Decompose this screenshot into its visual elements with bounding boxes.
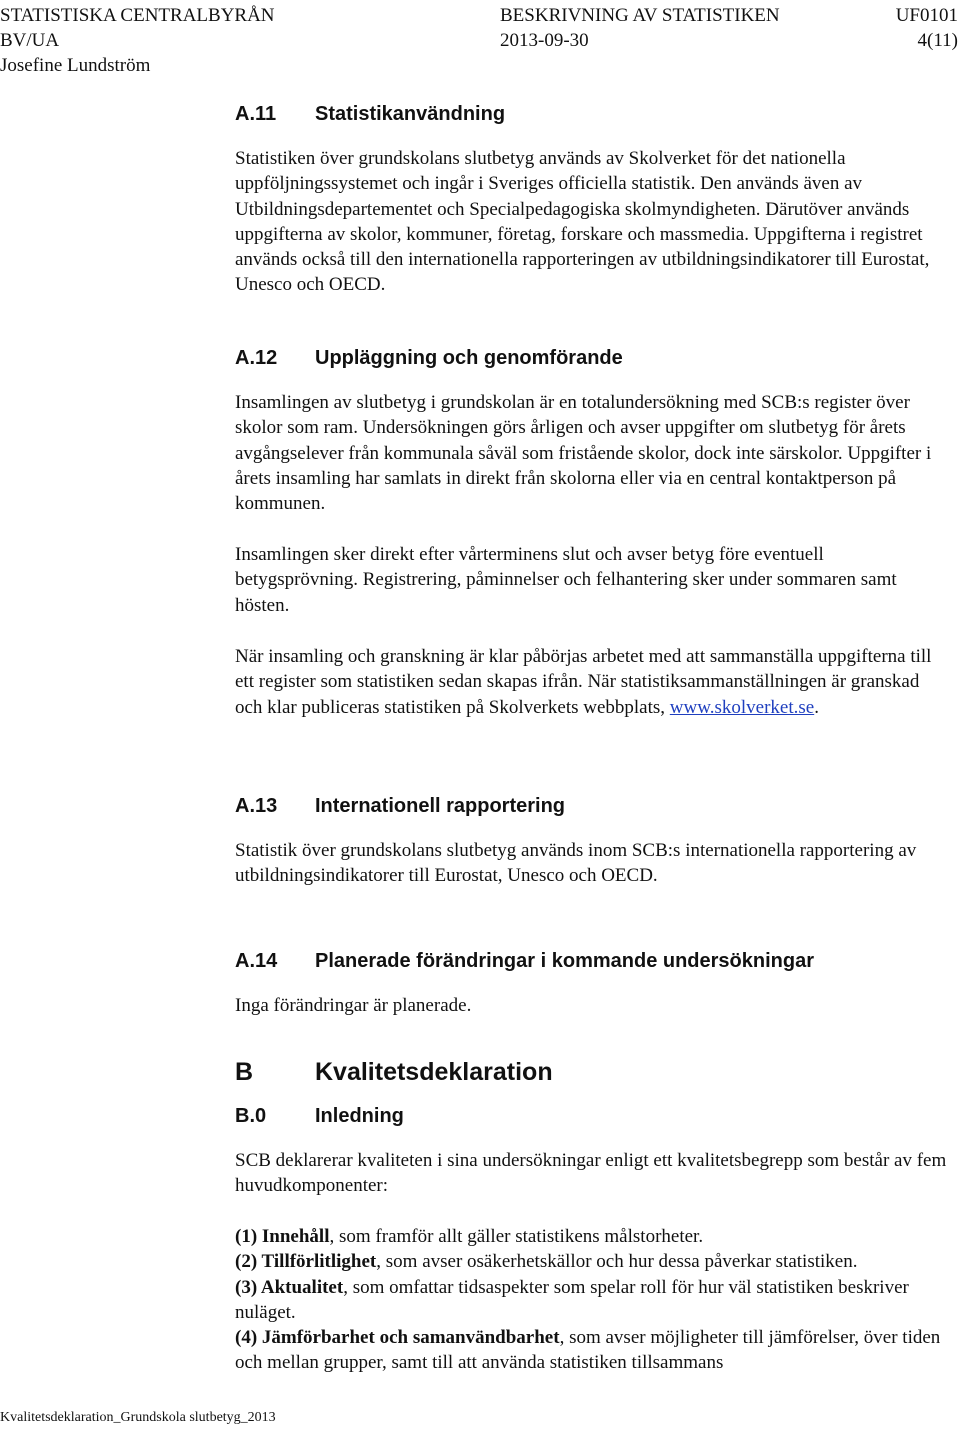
list-item-label: (3) Aktualitet (235, 1276, 344, 1298)
list-item-text: , som omfattar tidsaspekter som spelar roll för hur väl statistiken beskriver nuläget. (235, 1276, 909, 1323)
component-list (235, 1224, 947, 1376)
list-item-label: (4) Jämförbarhet och samanvändbarhet (235, 1327, 560, 1349)
header-code: UF0101 (895, 5, 958, 26)
section-number: B.0 (235, 1105, 267, 1127)
list-item-label: (2) Tillförlitlighet (235, 1251, 377, 1273)
paragraph-a12-1: Insamlingen av slutbetyg i grundskolan är en totalundersökning med SCB:s register över skolor som ram. Undersökningen görs årligen och avser uppgifter om slutbetyg för årets avgångselever från kommunala såväl som fristående skolor, dock inte särskolor. Uppgifter i årets insamling har samlats in direkt från skolorna eller via en central kontaktperson på kommunen. (235, 392, 932, 515)
paragraph-a14: Inga förändringar är planerade. (235, 995, 472, 1016)
skolverket-link[interactable]: www.skolverket.se (669, 696, 815, 718)
list-item-text: , som avser möjligheter till jämförelser, över tiden och mellan grupper, samt till att använda statistiken tillsammans (235, 1327, 941, 1374)
list-item (235, 1277, 909, 1323)
header-doc-type: BESKRIVNING AV STATISTIKEN (500, 5, 780, 26)
list-item (235, 1251, 857, 1272)
footer-filename: Kvalitetsdeklaration_Grundskola slutbetyg_2013 (0, 1410, 276, 1425)
section-number: A.11 (235, 103, 277, 125)
list-item-text: , som avser osäkerhetskällor och hur dessa påverkar statistiken. (376, 1251, 858, 1273)
header-page: 4(11) (917, 30, 958, 51)
list-item-label: (1) Innehåll (235, 1226, 330, 1247)
paragraph-b0: SCB deklarerar kvaliteten i sina undersökningar enligt ett kvalitetsbegrepp som består av fem huvudkomponenter: (235, 1150, 947, 1197)
paragraph-text: När insamling och granskning är klar påbörjas arbetet med att sammanställa uppgifterna till ett register som statistiken sedan skapas ifrån. När statistiksammanställningen är granskad och klar publiceras statistiken på Skolverkets webbplats, (235, 646, 932, 718)
paragraph-a12-2: Insamlingen sker direkt efter vårterminens slut och avser betyg före eventuell betygsprövning. Registrering, påminnelser och felhantering sker under sommaren samt hösten. (235, 544, 897, 616)
header-date: 2013-09-30 (500, 30, 589, 51)
section-number: A.12 (235, 347, 278, 369)
section-number: A.13 (235, 795, 278, 817)
section-title: Internationell rapportering (315, 795, 566, 817)
section-title: Inledning (315, 1105, 404, 1127)
section-title: Statistikanvändning (315, 103, 506, 125)
header-dept: BV/UA (0, 30, 60, 51)
header-org: STATISTISKA CENTRALBYRÅN (0, 5, 275, 26)
paragraph-end: . (814, 696, 819, 718)
section-title: Uppläggning och genomförande (315, 347, 623, 369)
paragraph-a13: Statistik över grundskolans slutbetyg används inom SCB:s internationella rapportering av utbildningsindikatorer till Eurostat, Unesco och OECD. (235, 840, 917, 887)
list-item-text: , som framför allt gäller statistikens målstorheter. (329, 1226, 704, 1247)
section-title: Kvalitetsdeklaration (315, 1058, 553, 1086)
section-number: A.14 (235, 950, 278, 972)
list-item (235, 1226, 703, 1247)
list-item (235, 1327, 940, 1373)
section-number: B (235, 1058, 254, 1086)
header-author: Josefine Lundström (0, 55, 151, 76)
paragraph-a11: Statistiken över grundskolans slutbetyg används av Skolverket för det nationella uppföljningssystemet och ingår i Sveriges officiella statistik. Den används även av Utbildningsdepartementet och Specialpedagogiska skolmyndigheten. Därutöver används uppgifterna av skolor, kommuner, företag, forskare och massmedia. Uppgifterna i registret används också till den internationella rapporteringen av utbildningsindikatorer till Eurostat, Unesco och OECD. (235, 148, 930, 296)
paragraph-a12-3 (235, 644, 947, 720)
section-title: Planerade förändringar i kommande undersökningar (315, 950, 815, 972)
